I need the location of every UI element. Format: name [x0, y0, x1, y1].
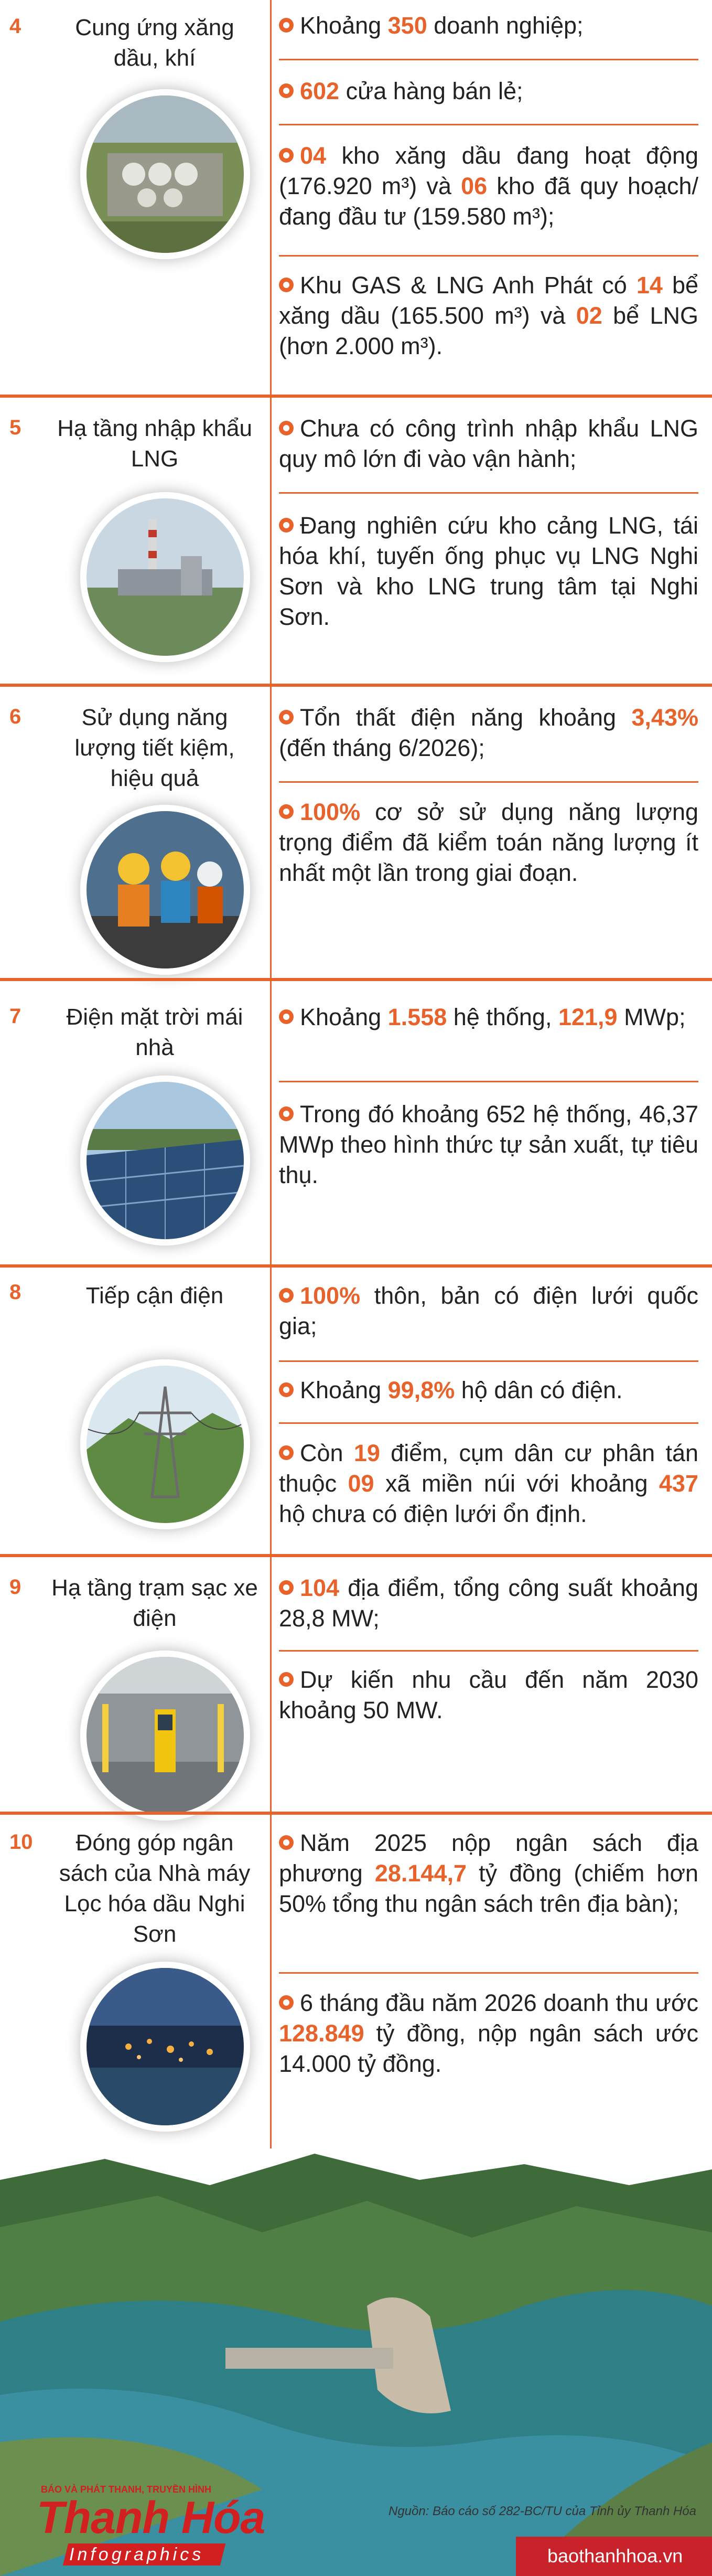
bullet-dot-icon	[279, 83, 294, 98]
website-link[interactable]: baothanhhoa.vn	[547, 2545, 683, 2567]
section-10	[0, 1815, 712, 2151]
section-divider-line	[270, 1557, 272, 1814]
logo-small-text: BÁO VÀ PHÁT THANH, TRUYỀN HÌNH	[41, 2484, 212, 2495]
fuel-depot-photo	[80, 89, 250, 259]
section-number: 6	[9, 705, 21, 728]
bullet-item: 04 kho xăng dầu đang hoạt động (176.920 m³) và 06 kho đã quy hoạch/đang đầu tư (159.580 m³);	[279, 142, 699, 230]
bullet-dot-icon	[279, 1106, 294, 1121]
logo-subtitle: Infographics	[69, 2545, 204, 2564]
bullet-dot-icon	[279, 1382, 294, 1397]
bullet-item: 100% thôn, bản có điện lưới quốc gia;	[279, 1282, 698, 1339]
brand-logo: Thanh Hóa	[37, 2493, 265, 2543]
bullet-item: 602 cửa hàng bán lẻ;	[279, 76, 698, 107]
section-divider-line	[270, 1268, 272, 1556]
bullet-dot-icon	[279, 278, 294, 292]
bullet-dot-icon	[279, 518, 294, 533]
section-divider-line	[270, 0, 272, 398]
bullet-item: Khu GAS & LNG Anh Phát có 14 bể xăng dầu (165.500 m³) và 02 bể LNG (hơn 2.000 m³).	[279, 272, 698, 359]
bullet-dot-icon	[279, 1288, 294, 1303]
section-divider-line	[270, 687, 272, 981]
bullet-dot-icon	[279, 1580, 294, 1595]
bullet-dot-icon	[279, 804, 294, 819]
bullet-separator	[279, 255, 698, 257]
section-title: Tiếp cận điện	[85, 1283, 224, 1308]
bullet-item: 100% cơ sở sử dụng năng lượng trọng điểm đã kiểm toán năng lượng ít nhất một lần trong giai đoạn.	[279, 799, 698, 886]
section-divider-line	[270, 981, 272, 1267]
bullet-item: Trong đó khoảng 652 hệ thống, 46,37 MWp theo hình thức tự sản xuất, tự tiêu thụ.	[279, 1101, 698, 1188]
bullet-item: Còn 19 điểm, cụm dân cư phân tán thuộc 09 xã miền núi với khoảng 437 hộ chưa có điện lưới ổn định.	[279, 1440, 699, 1527]
section-5	[0, 398, 712, 686]
power-plant-photo	[80, 492, 250, 662]
bullet-item: Dự kiến nhu cầu đến năm 2030 khoảng 50 MW.	[279, 1666, 698, 1723]
bullet-separator	[279, 59, 698, 60]
bullet-dot-icon	[279, 1009, 294, 1024]
bullet-dot-icon	[279, 18, 294, 33]
section-8	[0, 1268, 712, 1556]
rooftop-solar-photo	[80, 1076, 250, 1246]
bullet-item: Khoảng 1.558 hệ thống, 121,9 MWp;	[279, 1002, 698, 1032]
bullet-separator	[279, 1081, 698, 1082]
bullet-separator	[279, 1422, 698, 1424]
bullet-dot-icon	[279, 1672, 294, 1687]
bullet-item: Chưa có công trình nhập khẩu LNG quy mô lớn đi vào vận hành;	[279, 415, 698, 472]
section-divider-line	[270, 1815, 272, 2151]
bullet-separator	[279, 1650, 698, 1652]
refinery-photo	[80, 1962, 250, 2132]
section-title: Sử dụng năng lượng tiết kiệm, hiệu quả	[74, 705, 235, 791]
bullet-separator	[279, 1360, 698, 1362]
section-number: 9	[9, 1576, 21, 1599]
bullet-item: Khoảng 350 doanh nghiệp;	[279, 10, 698, 41]
bullet-item: Năm 2025 nộp ngân sách địa phương 28.144,7 tỷ đồng (chiếm hơn 50% tổng thu ngân sách trên địa bàn);	[279, 1829, 698, 1917]
section-number: 4	[9, 15, 21, 38]
section-number: 8	[9, 1281, 21, 1304]
bullet-dot-icon	[279, 710, 294, 725]
bullet-separator	[279, 492, 698, 494]
section-divider-line	[270, 398, 272, 686]
section-title: Hạ tầng nhập khẩu LNG	[57, 416, 252, 472]
bullet-dot-icon	[279, 1995, 294, 2010]
energy-audit-photo	[80, 805, 250, 975]
ev-charger-photo	[80, 1651, 250, 1821]
bullet-dot-icon	[279, 148, 294, 163]
section-title: Cung ứng xăng dầu, khí	[75, 15, 234, 71]
section-4	[0, 0, 712, 398]
website-badge[interactable]	[516, 2537, 712, 2576]
source-note: Nguồn: Báo cáo số 282-BC/TU của Tỉnh ủy Thanh Hóa	[389, 2504, 696, 2518]
section-number: 7	[9, 1005, 21, 1028]
bullet-dot-icon	[279, 1835, 294, 1850]
section-9	[0, 1557, 712, 1814]
section-6	[0, 687, 712, 981]
section-title: Đóng góp ngân sách của Nhà máy Lọc hóa dầu Nghi Sơn	[59, 1830, 251, 1947]
bullet-dot-icon	[279, 1445, 294, 1460]
bullet-separator	[279, 781, 698, 783]
power-line-photo	[80, 1359, 250, 1529]
bullet-item: 6 tháng đầu năm 2026 doanh thu ước 128.849 tỷ đồng, nộp ngân sách ước 14.000 tỷ đồng.	[279, 1989, 698, 2077]
bullet-dot-icon	[279, 421, 294, 435]
bullet-separator	[279, 1972, 698, 1974]
bullet-item: 104 địa điểm, tổng công suất khoảng 28,8 MW;	[279, 1574, 698, 1632]
bullet-item: Khoảng 99,8% hộ dân có điện.	[279, 1375, 698, 1406]
section-number: 10	[9, 1830, 33, 1854]
bullet-item: Đang nghiên cứu kho cảng LNG, tái hóa khí, tuyến ống phục vụ LNG Nghi Sơn và kho LNG trung tâm tại Nghi Sơn.	[279, 512, 698, 630]
bullet-separator	[279, 124, 698, 125]
section-7	[0, 981, 712, 1267]
bullet-item: Tổn thất điện năng khoảng 3,43% (đến tháng 6/2026);	[279, 704, 698, 761]
section-number: 5	[9, 416, 21, 439]
section-title: Hạ tầng trạm sạc xe điện	[51, 1575, 258, 1631]
section-title: Điện mặt trời mái nhà	[66, 1004, 243, 1060]
